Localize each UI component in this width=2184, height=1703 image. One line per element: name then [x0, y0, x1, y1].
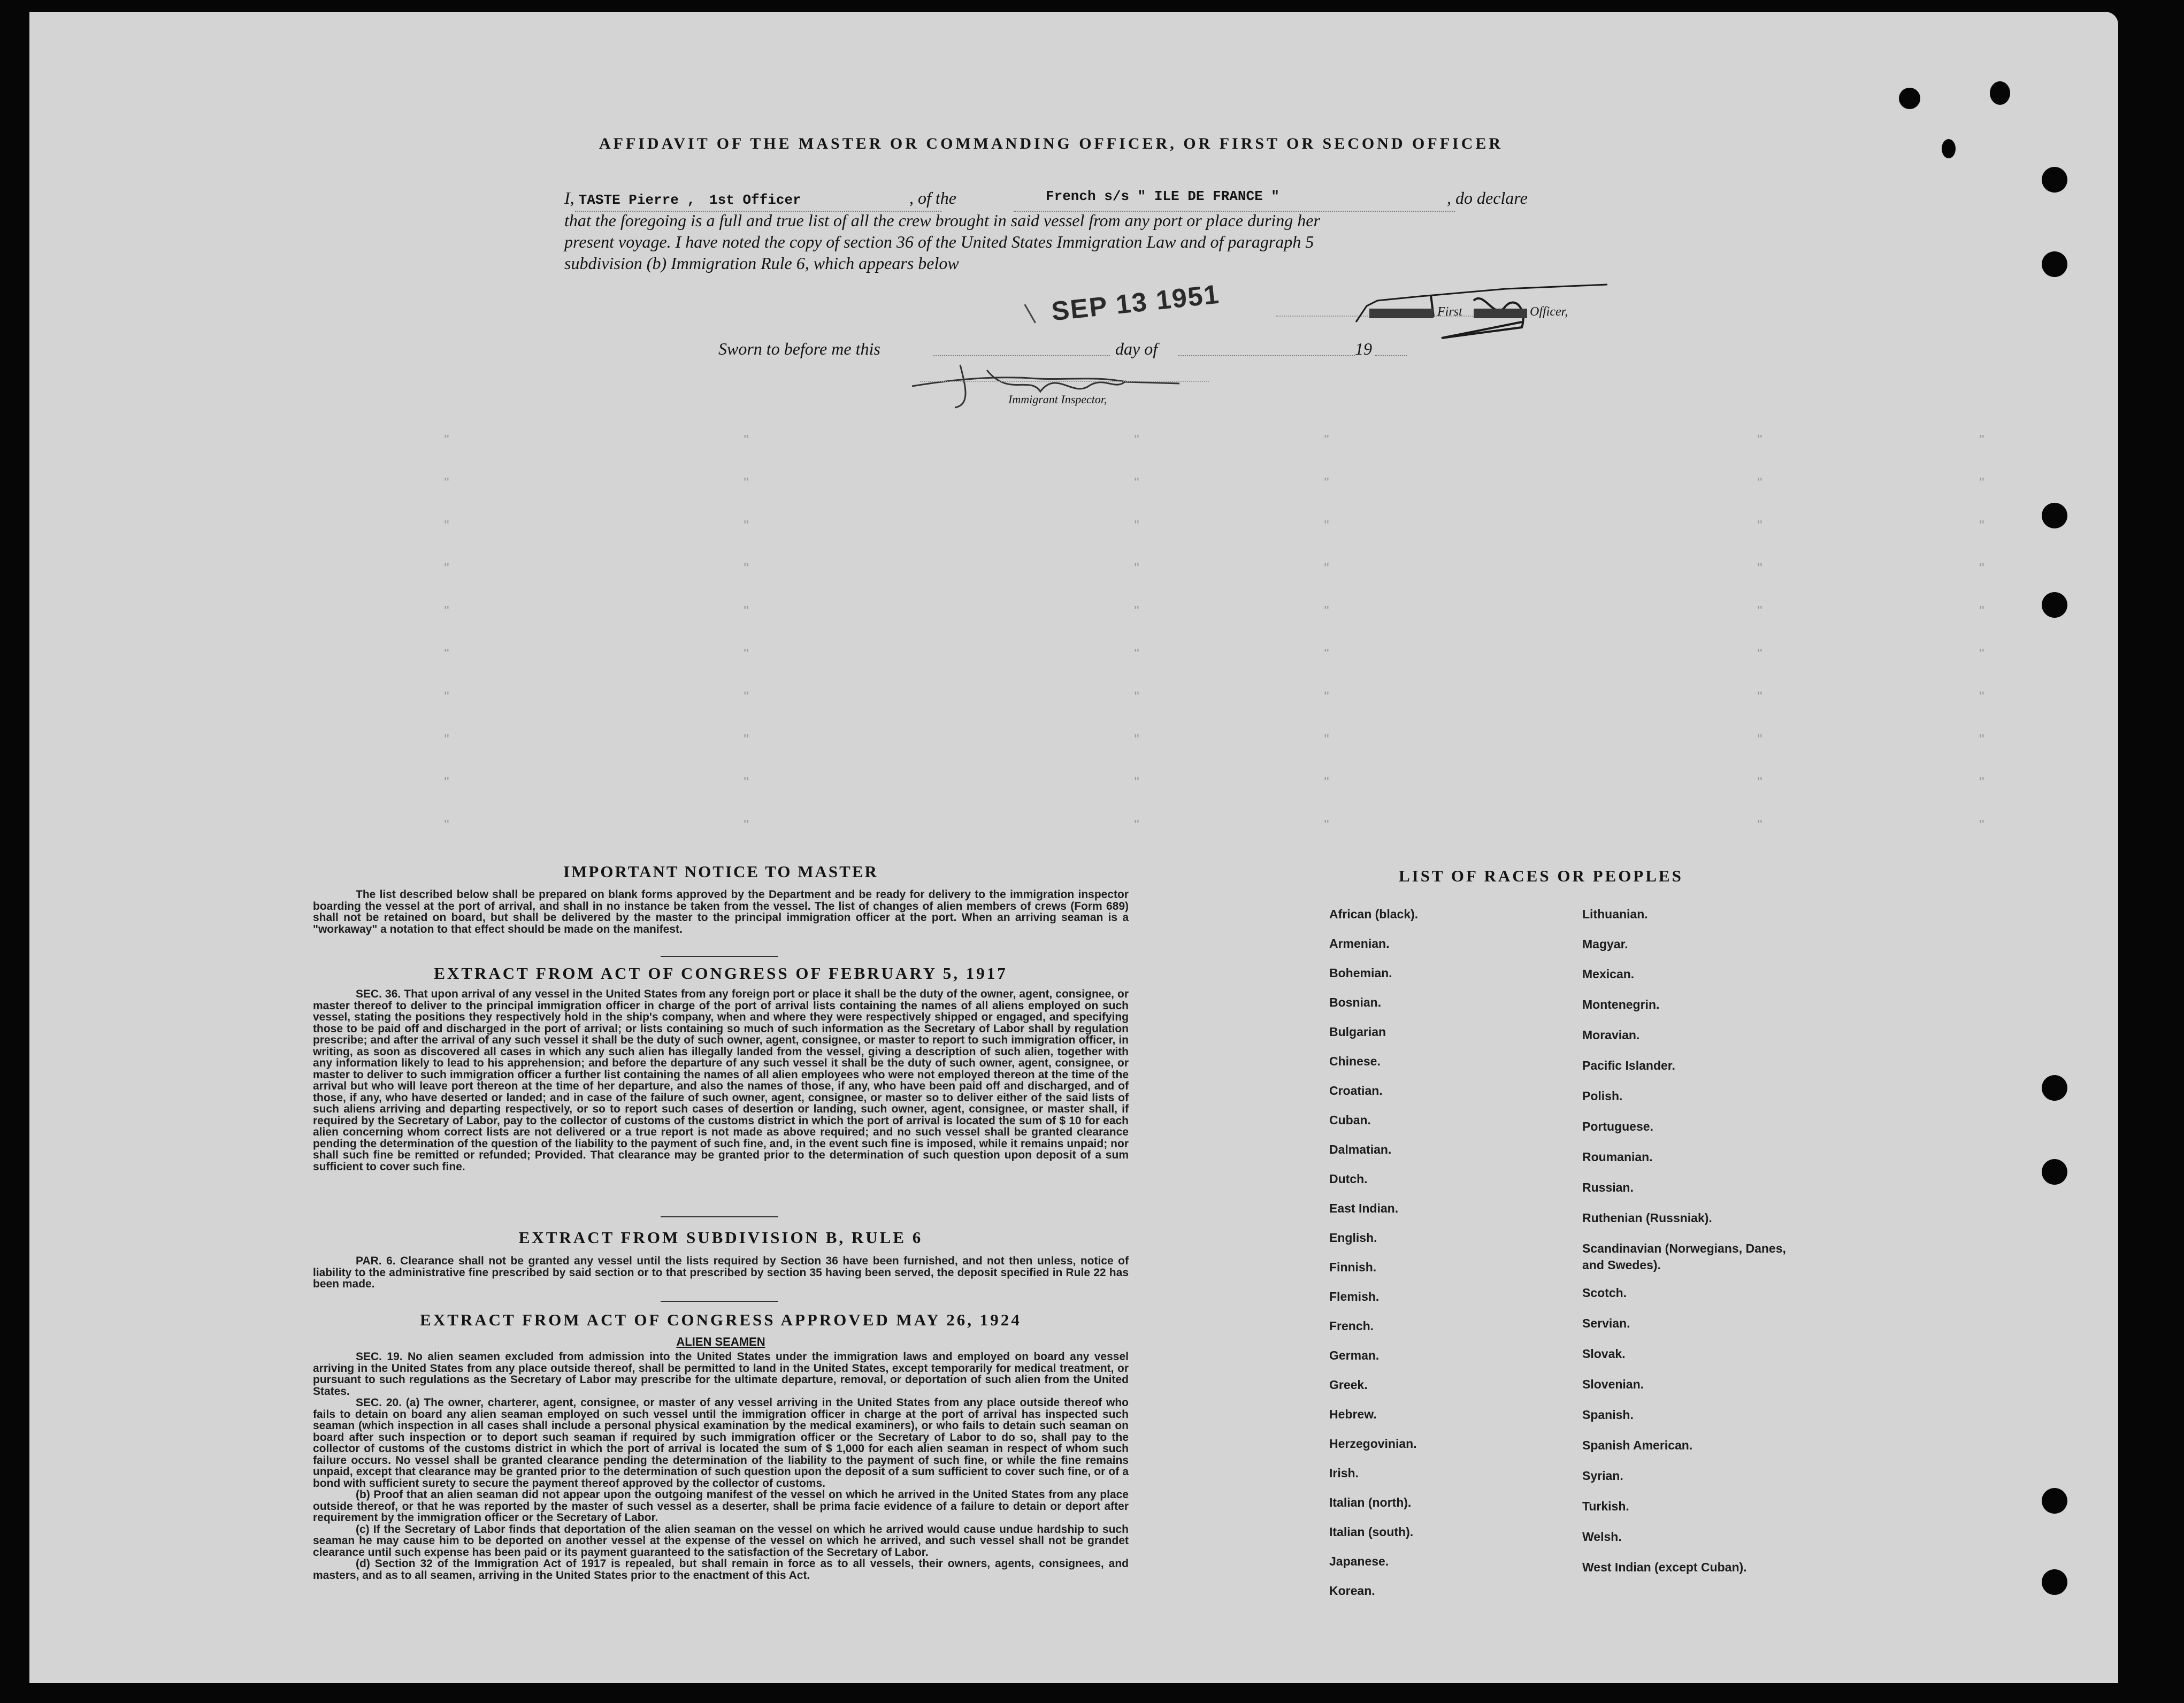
race-item: Japanese. [1329, 1554, 1389, 1568]
act-1924-body [313, 1351, 1129, 1581]
year-label: 19 [1355, 339, 1372, 358]
faint-crew-list-dittos: " " " " " " " " " " " " " " " " " " " " " " " " " " " " " " " " " " " " " " " " " " " " " " " " " " " " " " " " " " " " [444, 432, 1984, 833]
struck-text [1474, 309, 1527, 318]
race-item: Turkish. [1582, 1499, 1629, 1513]
sec-20a-text: SEC. 20. (a) The owner, charterer, agent, consignee, or master of any vessel arriving in the United States from any place outside thereof who fails to detain on board any alien seaman employed on such vessel until the immigration officer in charge at the port of arrival has inspected such seaman (which inspection in all cases shall include a personal physical examination by the medical examiners), or who fails to detain such seaman on board after such inspection or to deport such seaman if required by such immigration officer or the Secretary of Labor to do so, shall pay to the collector of customs of the customs district in which the port of arrival is located the sum of $ 1,000 for each alien seaman in respect of whom such failure occurs. No vessel shall be granted clearance pending the determination of the liability to the payment of such fine, or while the fine remains unpaid, except that clearance may be granted prior to the determination of such question upon the deposit of a sum sufficient to cover such fine, or of a bond with sufficient surety to secure the payment thereof approved by the collector of customs. [313, 1397, 1129, 1490]
race-item: Magyar. [1582, 937, 1628, 951]
race-item: Pacific Islander. [1582, 1058, 1675, 1072]
races-title: LIST OF RACES OR PEOPLES [1399, 866, 1683, 885]
date-stamp: SEP 13 1951 [1049, 279, 1221, 327]
punch-hole [2042, 1488, 2067, 1514]
first-label: First [1437, 305, 1462, 319]
affidavit-line-1 [564, 188, 1565, 208]
act-1924-title: EXTRACT FROM ACT OF CONGRESS APPROVED MAY 26, 1924 [420, 1310, 1022, 1329]
ink-blot [1942, 139, 1956, 158]
do-declare-label: , do declare [1447, 188, 1528, 208]
race-item: Scandinavian (Norwegians, Danes, and Swedes). [1582, 1241, 1786, 1272]
race-item: French. [1329, 1319, 1374, 1333]
notice-text: The list described below shall be prepared on blank forms approved by the Department and be ready for delivery to the immigration inspector boarding the vessel at the port of arrival, and shall in no instance be taken from the vessel. The list of changes of alien members of crews (Form 689) shall not be retained on board, but shall be delivered by the master to the principal immigration officer at the port. When an arriving seaman is a "workaway" a notation to that effect should be made on the manifest. [313, 888, 1129, 935]
race-item: Italian (south). [1329, 1525, 1414, 1539]
day-of-label: day of [1115, 339, 1158, 358]
notice-body [313, 889, 1129, 935]
document-sheet [29, 12, 2118, 1683]
sec-19-text: SEC. 19. No alien seamen excluded from admission into the United States under the immigration laws and employed on board any vessel arriving in the United States from any place outside thereof, shall be permitted to land in the United States, except temporarily for medical treatment, or pursuant to such regulations as the Secretary of Labor may prescribe for the ultimate departure, removal, or deportation of such alien from the United States. [313, 1351, 1129, 1398]
punch-hole [2042, 1159, 2067, 1185]
race-item: West Indian (except Cuban). [1582, 1560, 1747, 1574]
race-item: Hebrew. [1329, 1407, 1377, 1421]
act-1917-text: SEC. 36. That upon arrival of any vessel in the United States from any foreign port or place it shall be the duty of the owner, agent, consignee, or master thereof to deliver to the principal immigration officer in charge of the port of arrival lists containing the names of all aliens employed on such vessel, stating the positions they respectively hold in the ship's company, when and where they were respectively shipped or engaged, and specifying those to be paid off and discharged in the port of arrival; or lists containing so much of such information as the Secretary of Labor shall by regulation prescribe; and after the arrival of any such vessel it shall be the duty of such owner, agent, consignee, or master to report to such immigration officer, in writing, as soon as discovered all cases in which any such alien has illegally landed from the vessel, giving a description of such alien, together with any information likely to lead to his apprehension; and before the departure of any such vessel it shall be the duty of such owner, agent, consignee, or master to deliver to such immigration officer a further list containing the names of all alien employees who were not employed thereon at the time of the arrival but who will leave port thereon at the time of her departure, and also the names of those, if any, who have been paid off and discharged, and of those, if any, who have deserted or landed; and in case of the failure of such owner, agent, consignee, or master so to deliver either of the said lists of such aliens arriving and departing respectively, or so to report such cases of desertion or landing, such owner, agent, consignee, or master shall, if required by the Secretary of Labor, pay to the collector of customs of the customs district in which the port of arrival is located the sum of $ 10 for each alien concerning whom correct lists are not delivered or a true report is not made as above required; and no such vessel shall be granted clearance pending the determination of the question of the liability to the payment of such fine, and, in the event such fine is imposed, while it remains unpaid; nor shall such fine be remitted or refunded; Provided. That clearance may be granted prior to the determination of such question upon deposit of a sum sufficient to cover such fine. [313, 988, 1129, 1173]
rule-6-title: EXTRACT FROM SUBDIVISION B, RULE 6 [518, 1228, 923, 1247]
race-item: Bohemian. [1329, 966, 1392, 980]
act-1917-body [313, 988, 1129, 1172]
divider [661, 1216, 778, 1217]
punch-hole [2042, 1075, 2067, 1101]
rule-6-text: PAR. 6. Clearance shall not be granted any vessel until the lists required by Section 36 have been furnished, and not then unless, notice of liability to the administrative fine prescribed by said section or to that prescribed by section 35 having been served, the deposit specified in Rule 22 has been made. [313, 1255, 1129, 1290]
race-item: Mexican. [1582, 967, 1635, 981]
race-item: English. [1329, 1231, 1377, 1245]
race-item: Italian (north). [1329, 1495, 1412, 1509]
race-item: Servian. [1582, 1316, 1630, 1330]
race-item: Spanish American. [1582, 1438, 1693, 1452]
race-item: Scotch. [1582, 1286, 1627, 1300]
race-item: Roumanian. [1582, 1150, 1653, 1164]
inspector-fill-line [920, 381, 1209, 382]
ink-blot [1990, 81, 2010, 105]
race-item: Dalmatian. [1329, 1142, 1392, 1156]
race-item: Irish. [1329, 1466, 1359, 1480]
notice-title: IMPORTANT NOTICE TO MASTER [563, 862, 878, 881]
divider [661, 1301, 778, 1302]
race-item: Armenian. [1329, 937, 1390, 950]
race-item: Moravian. [1582, 1028, 1640, 1042]
divider [661, 956, 778, 957]
ink-blot [1899, 88, 1920, 109]
sworn-month-fill-line [1178, 355, 1355, 356]
affidavit-title: AFFIDAVIT OF THE MASTER OR COMMANDING OFFICER, OR FIRST OR SECOND OFFICER [599, 135, 1504, 152]
sec-20d-text: (d) Section 32 of the Immigration Act of 1917 is repealed, but shall remain in force as to all vessels, their owners, agents, consignees, and masters, and as to all seamen, arriving in the United States prior to the enactment of this Act. [313, 1558, 1129, 1582]
sec-20b-text: (b) Proof that an alien seaman did not appear upon the outgoing manifest of the vessel on which he arrived in the United States from any place outside thereof, or that he was reported by the master of such vessel as a deserter, shall be prima facie evidence of a failure to detain or deport after requirement by the immigration officer or the Secretary of Labor. [313, 1489, 1129, 1524]
race-item: Cuban. [1329, 1113, 1371, 1127]
race-item: Flemish. [1329, 1290, 1380, 1303]
race-item: Polish. [1582, 1089, 1623, 1103]
race-item: Spanish. [1582, 1408, 1634, 1422]
alien-seamen-subtitle: ALIEN SEAMEN [676, 1335, 765, 1348]
affidavit-prefix: I, [564, 188, 574, 208]
affidavit-body-3: subdivision (b) Immigration Rule 6, which appears below [564, 254, 959, 273]
struck-text [1369, 309, 1434, 318]
race-item: Lithuanian. [1582, 907, 1648, 921]
sec-20c-text: (c) If the Secretary of Labor finds that deportation of the alien seaman on the vessel on which he arrived would cause undue hardship to such seaman he may cause him to be deported on another vessel at the expense of the vessel on which he arrived, and such vessel shall not be grandet clearance until such expense has been paid or its payment guaranteed to the satisfaction of the Secretary of Labor. [313, 1523, 1129, 1559]
punch-hole [2042, 167, 2067, 193]
race-item: Welsh. [1582, 1530, 1622, 1544]
race-item: Bosnian. [1329, 995, 1382, 1009]
sworn-year-fill-line [1375, 355, 1407, 356]
race-item: Montenegrin. [1582, 998, 1660, 1011]
race-item: Slovak. [1582, 1347, 1626, 1361]
race-item: Herzegovinian. [1329, 1437, 1417, 1451]
race-item: Syrian. [1582, 1469, 1623, 1483]
race-item: Finnish. [1329, 1260, 1377, 1274]
race-item: Russian. [1582, 1180, 1634, 1194]
race-item: Greek. [1329, 1378, 1368, 1392]
race-item: East Indian. [1329, 1201, 1399, 1215]
race-item: Korean. [1329, 1584, 1375, 1598]
race-item: Bulgarian [1329, 1025, 1386, 1039]
stamp-mark [1024, 299, 1044, 323]
vessel-name: French s/s " ILE DE FRANCE " [1046, 188, 1279, 204]
affidavit-body-1: that the foregoing is a full and true list of all the crew brought in said vessel from any port or place during her [564, 211, 1320, 230]
officer-label: Officer, [1530, 305, 1568, 319]
sworn-label: Sworn to before me this [718, 339, 880, 358]
punch-hole [2042, 251, 2067, 277]
race-item: Slovenian. [1582, 1377, 1644, 1391]
officer-signature [1345, 263, 1623, 343]
race-item: German. [1329, 1348, 1380, 1362]
rule-6-body [313, 1255, 1129, 1290]
race-item: African (black). [1329, 907, 1419, 921]
race-item: Ruthenian (Russniak). [1582, 1211, 1712, 1225]
punch-hole [2042, 1569, 2067, 1595]
race-item: Portuguese. [1582, 1119, 1653, 1133]
race-item: Dutch. [1329, 1172, 1368, 1186]
officer-name: TASTE Pierre , [578, 192, 696, 208]
affidavit-body-2: present voyage. I have noted the copy of section 36 of the United States Immigration Law and of paragraph 5 [564, 232, 1314, 251]
of-the-label: , of the [909, 188, 956, 208]
inspector-label: Immigrant Inspector, [1008, 393, 1107, 406]
race-item: Chinese. [1329, 1054, 1381, 1068]
act-1917-title: EXTRACT FROM ACT OF CONGRESS OF FEBRUARY 5, 1917 [434, 964, 1008, 983]
officer-rank: 1st Officer [709, 192, 801, 208]
race-item: Croatian. [1329, 1084, 1383, 1098]
